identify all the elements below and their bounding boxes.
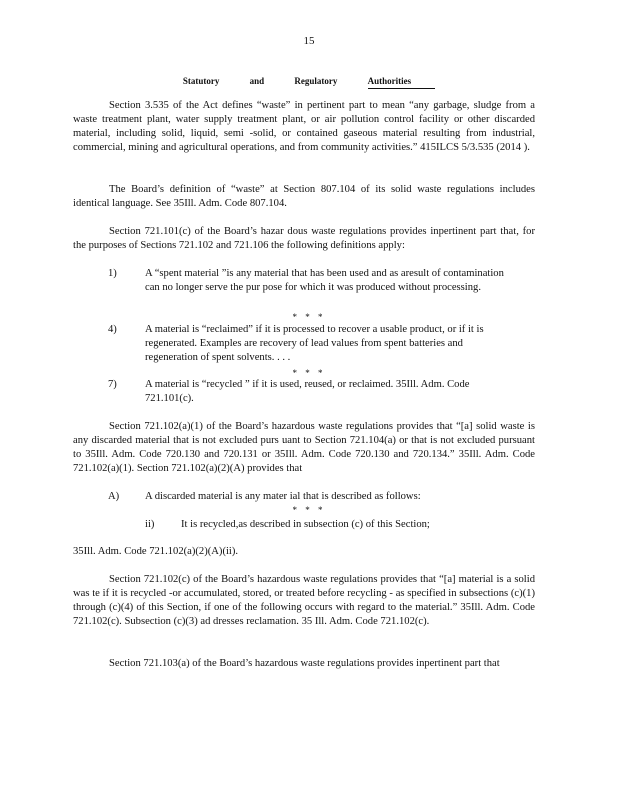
paragraph-waste-definition: Section 3.535 of the Act defines “waste” in pertinent part to mean “any garbage, sludge from a waste treatment plant, water supply treatment plant, or air pollution control facility or other discarded material, including solid, liquid, semi -solid, or contained gaseous material resulting from industrial, commercial, mining and agricultural operations, and from community activities.” 415ILCS 5/3.535 (2014 ). (73, 100, 535, 153)
citation-line: 35Ill. Adm. Code 721.102(a)(2)(A)(ii). (73, 546, 239, 557)
clause-number: ii) (145, 519, 155, 530)
clause-number: A) (108, 491, 120, 502)
definition-text: A “spent material ”is any material that has been used and as aresult of contamination can no longer serve the pur pose for which it was produced without processing. (145, 268, 504, 293)
clause-text: A discarded material is any mater ial that is described as follows: (145, 491, 421, 502)
definition-number: 1) (108, 268, 117, 279)
definition-text: A material is “reclaimed” if it is processed to recover a usable product, or if it is regenerated. Examples are recovery of lead values from spent batteries and regeneration of spent solvents. . . . (145, 324, 484, 363)
clause-text: It is recycled,as described in subsection (c) of this Section; (181, 519, 430, 530)
definition-number: 4) (108, 324, 117, 335)
definition-text: A material is “recycled ” if it is used, reused, or reclaimed. 35Ill. Adm. Code 721.101(c). (145, 379, 470, 404)
paragraph-section-721-103: Section 721.103(a) of the Board’s hazardous waste regulations provides inpertinent part that (109, 658, 500, 669)
paragraph-solid-waste: Section 721.102(a)(1) of the Board’s hazardous waste regulations provides that “[a] solid waste is any discarded material that is not excluded purs uant to Section 721.104(a) or that is not excluded pursuant to 35Ill. Adm. Code 720.130 and 720.131 or 35Ill. Adm. Code 720.130 and 720.134.” 35Ill. Adm. Code 721.102(a)(1). Section 721.102(a)(2)(A) provides that (73, 421, 535, 474)
definition-number: 7) (108, 379, 117, 390)
paragraph-board-definition: The Board’s definition of “waste” at Section 807.104 of its solid waste regulations includes identical language. See 35Ill. Adm. Code 807.104. (73, 184, 535, 209)
heading-word: Statutory (182, 76, 220, 86)
section-heading (0, 74, 618, 89)
ellipsis-stars: * * * (292, 312, 326, 322)
paragraph-recycled-material: Section 721.102(c) of the Board’s hazardous waste regulations provides that “[a] material is a solid was te if it is recycled -or accumulated, stored, or treated before recycling - as specified in subsections (c)(1) through (c)(4) of this Section, if one of the following occurs with regard to the material.” 35Ill. Adm. Code 721.102(c). Subsection (c)(3) ad dresses reclamation. 35 Ill. Adm. Code 721.102(c). (73, 574, 535, 627)
page-number: 15 (303, 35, 315, 47)
paragraph-definitions-intro: Section 721.101(c) of the Board’s hazar dous waste regulations provides inpertinent part that, for the purposes of Sections 721.102 and 721.106 the following definitions apply: (73, 226, 535, 251)
ellipsis-stars: * * * (292, 505, 326, 515)
heading-word: and (249, 76, 265, 86)
heading-word: Regulatory (294, 76, 338, 86)
heading-word: Authorities (368, 74, 436, 89)
ellipsis-stars: * * * (292, 368, 326, 378)
